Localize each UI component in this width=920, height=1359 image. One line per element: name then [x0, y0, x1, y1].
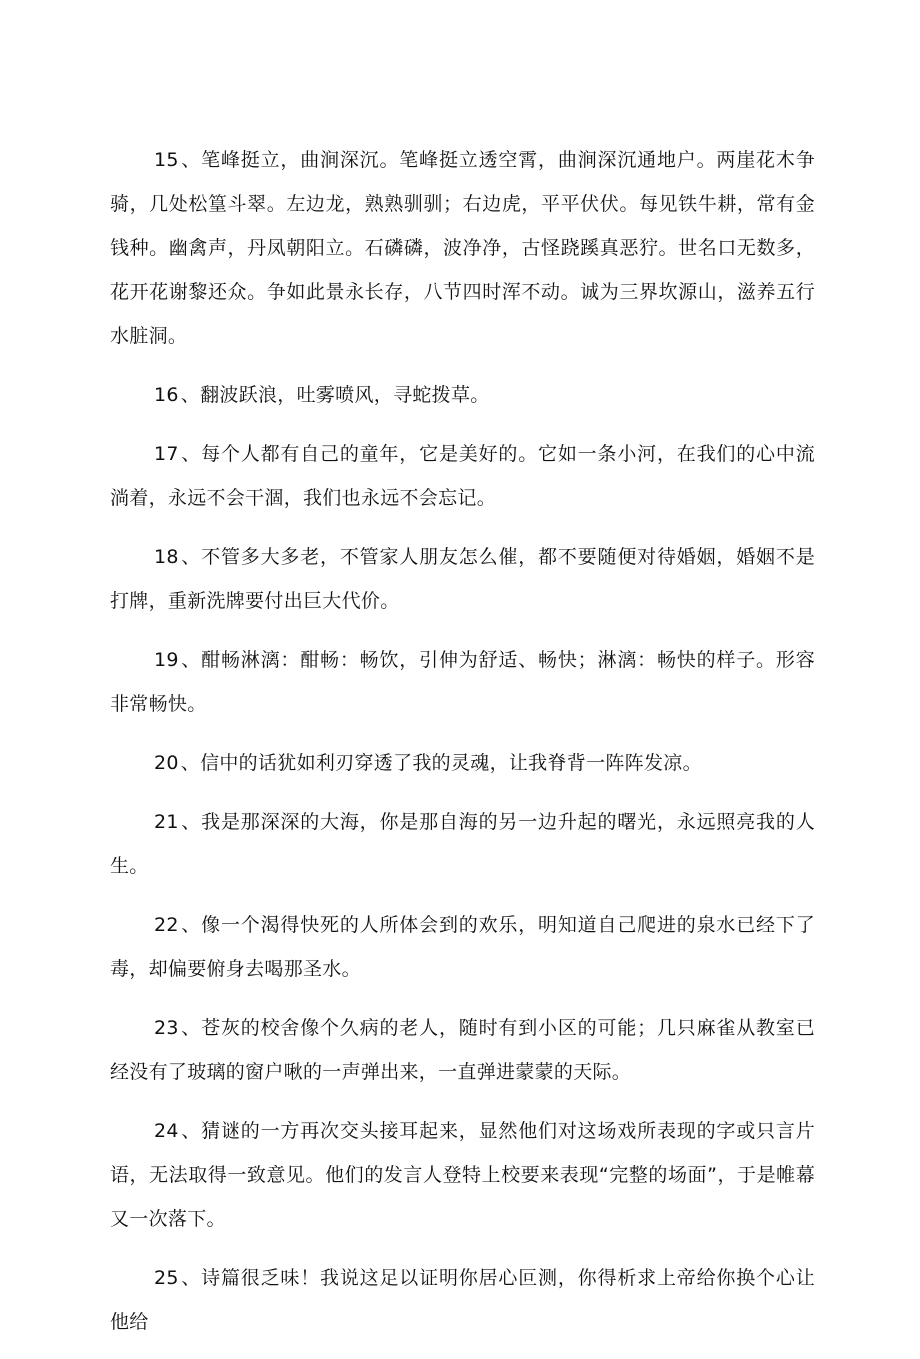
paragraph-number: 22 — [154, 914, 179, 936]
document-body — [110, 138, 815, 1359]
paragraph-number: 17 — [154, 443, 179, 465]
paragraph-number: 25 — [154, 1267, 179, 1289]
paragraph-25 — [110, 1256, 815, 1344]
paragraph-number: 21 — [154, 811, 179, 833]
paragraph-number: 16 — [154, 384, 179, 406]
paragraph-text: 、笔峰挺立，曲涧深沉。笔峰挺立透空霄，曲涧深沉通地户。两崖花木争骑，几处松篁斗翠。左边龙，熟熟驯驯；右边虎，平平伏伏。每见铁牛耕，常有金钱种。幽禽声，丹凤朝阳立。石磷磷，波净净，古怪跷蹊真恶狞。世名口无数多，花开花谢黎还众。争如此景永长存，八节四时浑不动。诚为三界坎源山，滋养五行水脏洞。 — [110, 149, 815, 347]
paragraph-text: 、我是那深深的大海，你是那自海的另一边升起的曙光，永远照亮我的人生。 — [110, 811, 815, 877]
paragraph-19 — [110, 638, 815, 726]
paragraph-number: 15 — [154, 149, 179, 171]
paragraph-text: 、不管多大多老，不管家人朋友怎么催，都不要随便对待婚姻，婚姻不是打牌，重新洗牌要付出巨大代价。 — [110, 546, 815, 612]
paragraph-16 — [110, 373, 815, 417]
paragraph-21 — [110, 800, 815, 888]
paragraph-18 — [110, 535, 815, 623]
paragraph-text: 、信中的话犹如利刃穿透了我的灵魂，让我脊背一阵阵发凉。 — [180, 752, 702, 774]
paragraph-text: 、诗篇很乏味！我说这足以证明你居心叵测，你得析求上帝给你换个心让他给 — [110, 1267, 815, 1333]
paragraph-text: 、翻波跃浪，吐雾喷风，寻蛇拨草。 — [180, 384, 490, 406]
paragraph-22 — [110, 903, 815, 991]
paragraph-number: 18 — [154, 546, 179, 568]
paragraph-number: 20 — [154, 752, 179, 774]
paragraph-number: 19 — [154, 649, 179, 671]
paragraph-20 — [110, 741, 815, 785]
paragraph-text: 、每个人都有自己的童年，它是美好的。它如一条小河，在我们的心中流淌着，永远不会干涸，我们也永远不会忘记。 — [110, 443, 815, 509]
paragraph-text: 、苍灰的校舍像个久病的老人，随时有到小区的可能；几只麻雀从教室已经没有了玻璃的窗户啾的一声弹出来，一直弹进蒙蒙的天际。 — [110, 1017, 815, 1083]
paragraph-text: 、酣畅淋漓：酣畅：畅饮，引伸为舒适、畅快；淋漓：畅快的样子。形容非常畅快。 — [110, 649, 815, 715]
paragraph-text: 、像一个渴得快死的人所体会到的欢乐，明知道自己爬进的泉水已经下了毒，却偏要俯身去喝那圣水。 — [110, 914, 815, 980]
paragraph-number: 24 — [154, 1120, 179, 1142]
paragraph-24 — [110, 1109, 815, 1241]
paragraph-15 — [110, 138, 815, 358]
paragraph-number: 23 — [154, 1017, 179, 1039]
paragraph-23 — [110, 1006, 815, 1094]
paragraph-text: 、猜谜的一方再次交头接耳起来，显然他们对这场戏所表现的字或只言片语，无法取得一致意见。他们的发言人登特上校要来表现“完整的场面”，于是帷幕又一次落下。 — [110, 1120, 815, 1230]
paragraph-17 — [110, 432, 815, 520]
